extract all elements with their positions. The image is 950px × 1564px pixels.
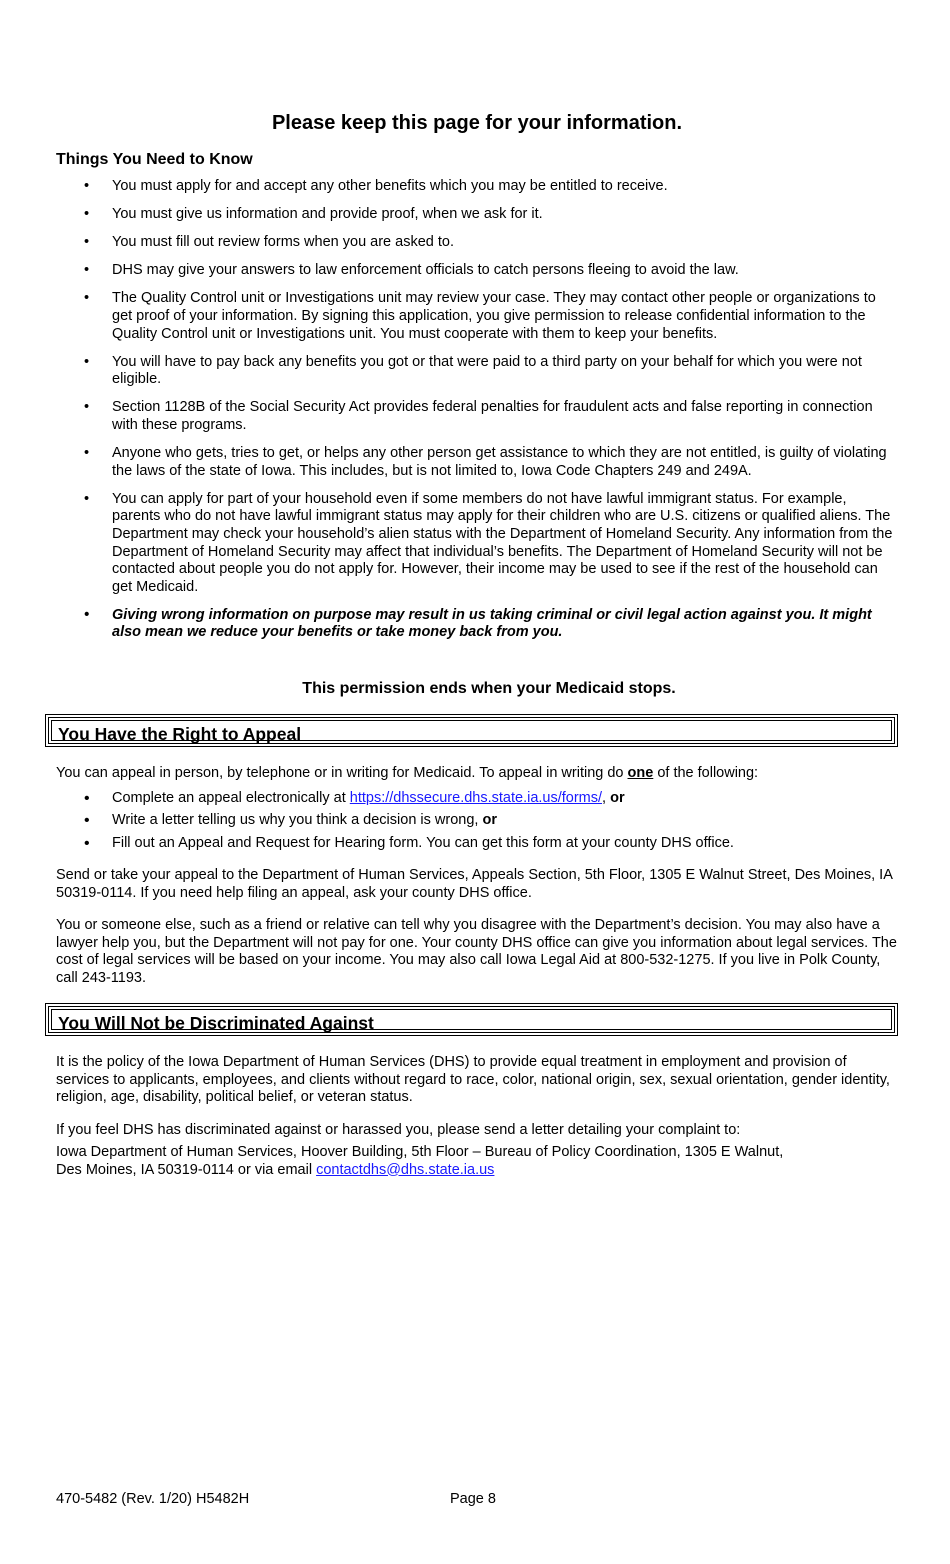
- page-number: Page 8: [450, 1491, 496, 1507]
- list-item: • Anyone who gets, tries to get, or helps any other person get assistance to which they are not entitled, is guilty of violating the laws of the state of Iowa. This includes, but is not limited to, Iowa Code Chapters 249 and 249A.: [56, 445, 898, 480]
- appeal-options-list: [56, 790, 898, 857]
- discrimination-heading: You Will Not be Discriminated Against: [58, 1013, 374, 1033]
- things-to-know-list: [56, 178, 898, 652]
- list-item: • You can apply for part of your household even if some members do not have lawful immigrant status. For example, parents who do not have lawful immigrant status may apply for their children who are U.S. citizens or qualified aliens. The Department may check your household’s alien status with the Department of Homeland Security. Any information from the Department of Homeland Security may affect that individual’s benefits. The Department of Homeland Security will not be contacted about people you do not apply for. However, their income may be used to see if the rest of the household can get Medicaid.: [56, 491, 898, 597]
- appeal-intro: You can appeal in person, by telephone or in writing for Medicaid. To appeal in writing do one of the following:: [56, 765, 759, 781]
- list-item: • You must give us information and provide proof, when we ask for it.: [56, 206, 898, 224]
- list-item: • Write a letter telling us why you think a decision is wrong, or: [56, 812, 898, 830]
- warning-item: • Giving wrong information on purpose may result in us taking criminal or civil legal action against you. It might also mean we reduce your benefits or take money back from you.: [56, 607, 898, 642]
- appeal-heading: You Have the Right to Appeal: [58, 724, 302, 744]
- list-item: • Complete an appeal electronically at https://dhssecure.dhs.state.ia.us/forms/, or: [56, 790, 898, 808]
- list-item: • You must apply for and accept any other benefits which you may be entitled to receive.: [56, 178, 898, 196]
- form-number: 470-5482 (Rev. 1/20) H5482H: [56, 1491, 250, 1507]
- policy-paragraph: It is the policy of the Iowa Department of Human Services (DHS) to provide equal treatment in employment and provision of services to applicants, employees, and clients without regard to race, color, national origin, sex, sexual orientation, gender identity, religion, age, disability, political belief, or veteran status.: [56, 1054, 890, 1106]
- list-item: • Section 1128B of the Social Security Act provides federal penalties for fraudulent acts and false reporting in connection with these programs.: [56, 399, 898, 434]
- permission-note: This permission ends when your Medicaid stops.: [302, 680, 676, 697]
- things-to-know-heading: Things You Need to Know: [56, 151, 253, 168]
- list-item: • You must fill out review forms when you are asked to.: [56, 234, 898, 252]
- discrimination-heading-box: [45, 1003, 898, 1036]
- list-item: • The Quality Control unit or Investigations unit may review your case. They may contact other people or organizations to get proof of your information. By signing this application, you give permission to release confidential information to the Quality Control unit or Investigations unit. You must cooperate with them to keep your benefits.: [56, 290, 898, 343]
- page-title: Please keep this page for your information.: [271, 112, 683, 134]
- one-emphasis: one: [627, 765, 654, 781]
- appeal-send-paragraph: Send or take your appeal to the Department of Human Services, Appeals Section, 5th Floor, 1305 E Walnut Street, Des Moines, IA 50319-0114. If you need help filing an appeal, ask your county DHS office.: [56, 867, 893, 901]
- complaint-paragraph: If you feel DHS has discriminated against or harassed you, please send a letter detailing your complaint to:: [56, 1122, 741, 1138]
- appeal-help-paragraph: You or someone else, such as a friend or relative can tell why you disagree with the Department’s decision. You may also have a lawyer help you, but the Department will not pay for one. Your county DHS office can give you information about legal services. The cost of legal services will be based on your income. You may also call Iowa Legal Aid at 800-532-1275. If you live in Polk County, call 243-1193.: [56, 917, 897, 986]
- appeal-form-link[interactable]: https://dhssecure.dhs.state.ia.us/forms/: [349, 790, 603, 806]
- list-item: • DHS may give your answers to law enforcement officials to catch persons fleeing to avoid the law.: [56, 262, 898, 280]
- address-paragraph: Iowa Department of Human Services, Hoover Building, 5th Floor – Bureau of Policy Coordination, 1305 E Walnut, Des Moines, IA 50319-0114 or via email contactdhs@dhs.state.ia.us: [56, 1144, 784, 1178]
- list-item: • Fill out an Appeal and Request for Hearing form. You can get this form at your county DHS office.: [56, 835, 898, 853]
- contact-email-link[interactable]: contactdhs@dhs.state.ia.us: [316, 1161, 495, 1178]
- list-item: • You will have to pay back any benefits you got or that were paid to a third party on your behalf for which you were not eligible.: [56, 354, 898, 389]
- appeal-heading-box: [45, 714, 898, 747]
